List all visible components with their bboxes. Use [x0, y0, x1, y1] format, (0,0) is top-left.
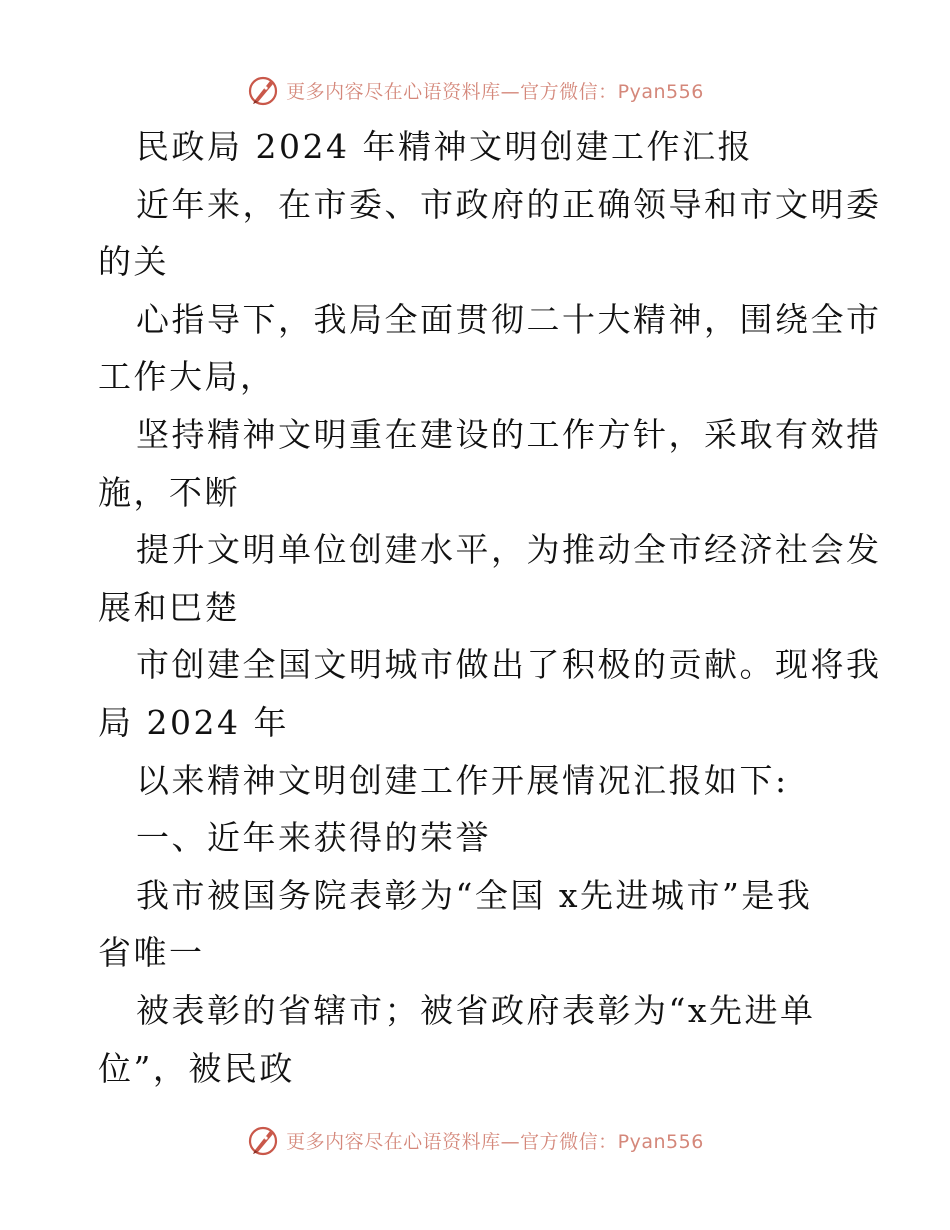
document-line: 坚持精神文明重在建设的工作方针，采取有效措	[136, 414, 882, 454]
document-line: 心指导下，我局全面贯彻二十大精神，围绕全市	[136, 299, 882, 339]
document-line: 提升文明单位创建水平，为推动全市经济社会发	[136, 530, 882, 570]
document-line: 位”，被民政	[98, 1048, 295, 1088]
quill-pen-logo-icon	[246, 1123, 280, 1157]
document-line: 我市被国务院表彰为“全国 x先进城市”是我	[136, 875, 813, 915]
watermark-text: 更多内容尽在心语资料库—官方微信：Pyan556	[286, 1130, 704, 1153]
footer-watermark	[0, 1120, 950, 1160]
document-line: 省唯一	[98, 933, 205, 973]
document-line: 以来精神文明创建工作开展情况汇报如下:	[136, 760, 789, 800]
watermark-text: 更多内容尽在心语资料库—官方微信：Pyan556	[286, 80, 704, 103]
document-line: 被表彰的省辖市；被省政府表彰为“x先进单	[136, 990, 816, 1030]
document-line: 展和巴楚	[98, 587, 240, 627]
document-line: 一、近年来获得的荣誉	[136, 818, 491, 858]
document-line: 近年来，在市委、市政府的正确领导和市文明委	[136, 184, 882, 224]
document-line: 局 2024 年	[98, 702, 289, 742]
document-line: 施，不断	[98, 472, 240, 512]
document-line: 工作大局，	[98, 357, 276, 397]
document-line: 的关	[98, 242, 169, 282]
document-body	[98, 118, 882, 1097]
document-line: 市创建全国文明城市做出了积极的贡献。现将我	[136, 645, 882, 685]
quill-pen-logo-icon	[246, 73, 280, 107]
header-watermark	[0, 70, 950, 110]
document-line: 民政局 2024 年精神文明创建工作汇报	[136, 127, 753, 166]
